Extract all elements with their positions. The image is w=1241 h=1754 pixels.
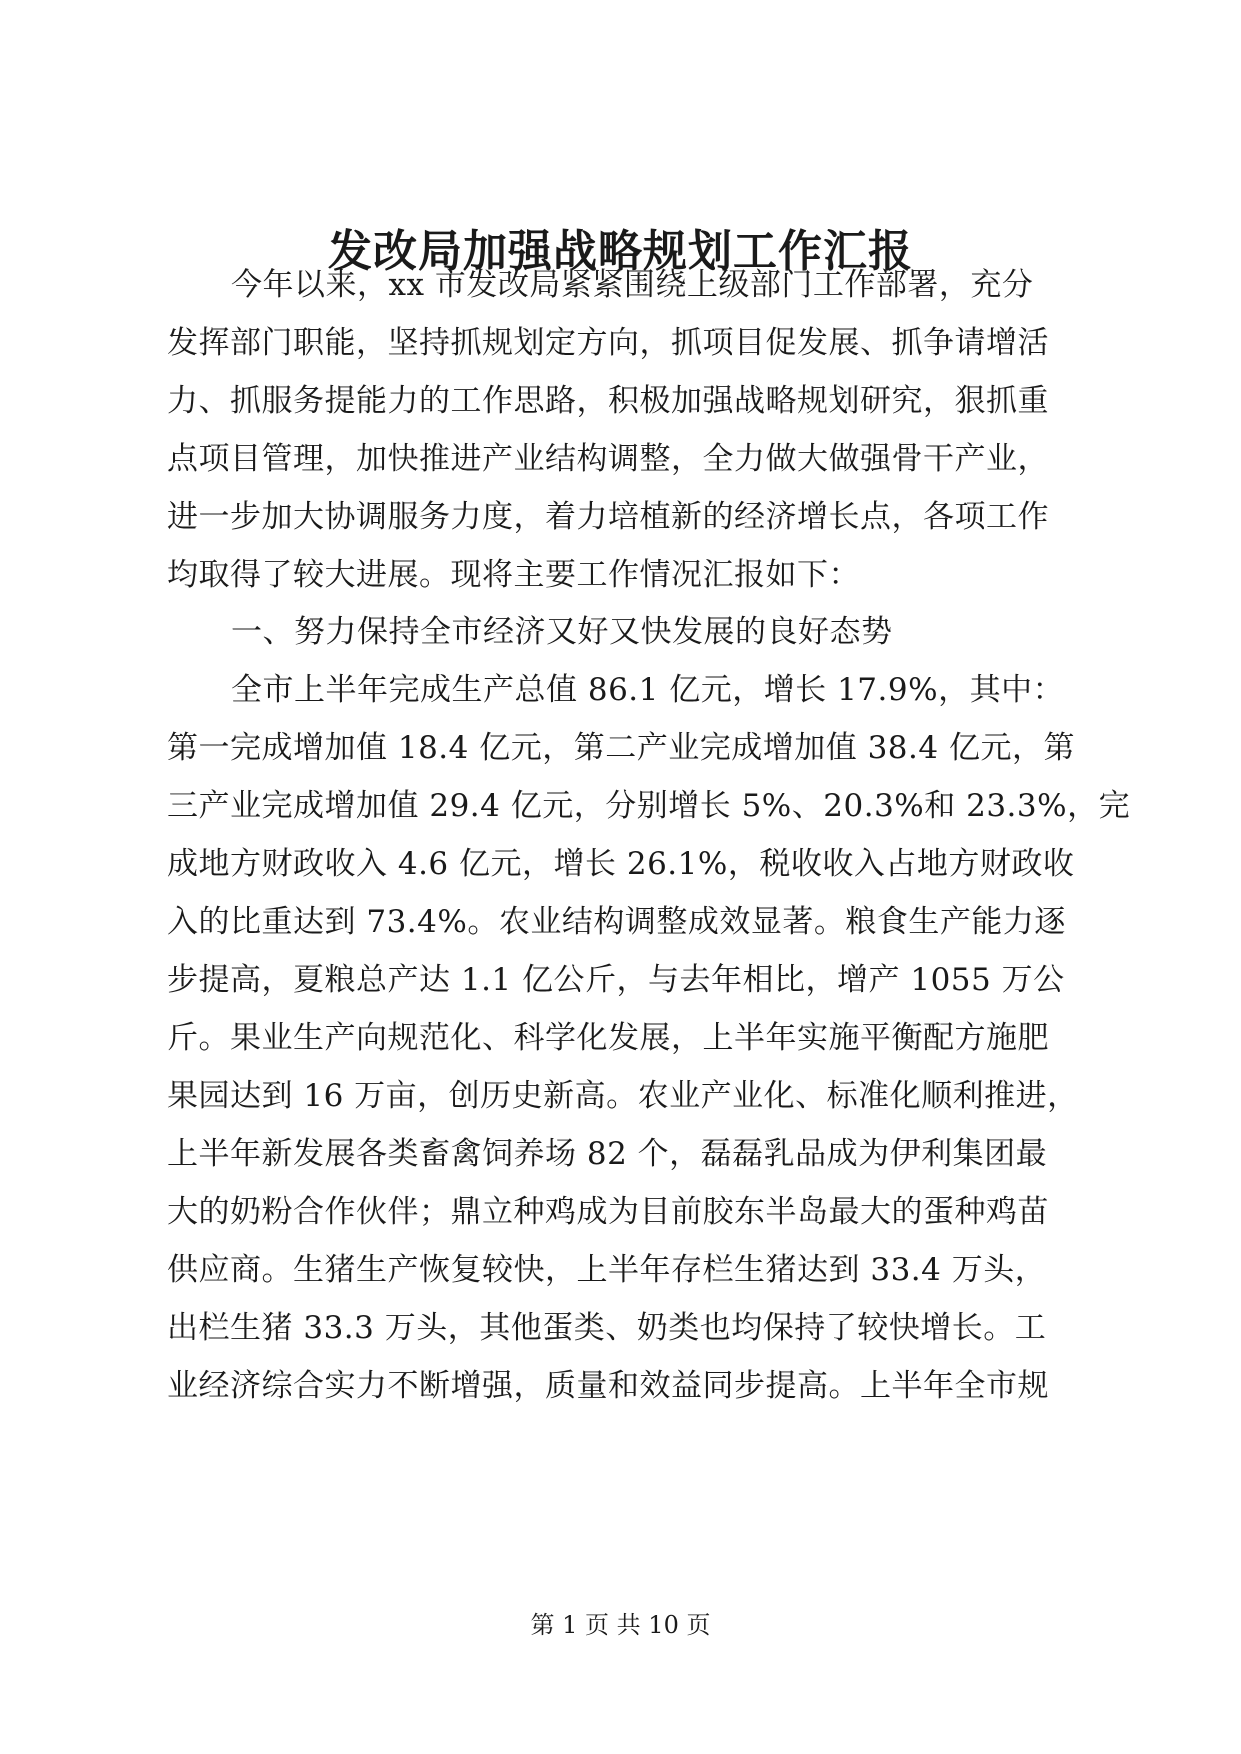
text-line: 点项目管理，加快推进产业结构调整，全力做大做强骨干产业， <box>167 441 1049 477</box>
text-line: 今年以来，xx 市发改局紧紧围绕上级部门工作部署，充分 <box>231 267 1034 303</box>
text-line: 出栏生猪 33.3 万头，其他蛋类、奶类也均保持了较快增长。工 <box>167 1310 1047 1346</box>
page-number: 第 1 页 共 10 页 <box>530 1611 711 1639</box>
text-line: 斤。果业生产向规范化、科学化发展，上半年实施平衡配方施肥 <box>167 1020 1049 1056</box>
text-line: 三产业完成增加值 29.4 亿元，分别增长 5%、20.3%和 23.3%，完 <box>167 788 1131 824</box>
text-line: 入的比重达到 73.4%。农业结构调整成效显著。粮食生产能力逐 <box>167 904 1066 940</box>
text-line: 第一完成增加值 18.4 亿元，第二产业完成增加值 38.4 亿元，第 <box>167 730 1075 766</box>
text-line: 供应商。生猪生产恢复较快，上半年存栏生猪达到 33.4 万头， <box>167 1252 1047 1288</box>
text-line: 全市上半年完成生产总值 86.1 亿元，增长 17.9%，其中： <box>231 672 1065 708</box>
section-heading: 一、努力保持全市经济又好又快发展的良好态势 <box>231 614 893 650</box>
text-line: 力、抓服务提能力的工作思路，积极加强战略规划研究，狠抓重 <box>167 383 1049 419</box>
document-title: 发改局加强战略规划工作汇报 <box>328 226 913 277</box>
text-line: 步提高，夏粮总产达 1.1 亿公斤，与去年相比，增产 1055 万公 <box>167 962 1065 998</box>
text-line: 上半年新发展各类畜禽饲养场 82 个，磊磊乳品成为伊利集团最 <box>167 1136 1048 1172</box>
text-line: 进一步加大协调服务力度，着力培植新的经济增长点，各项工作 <box>167 499 1049 535</box>
text-line: 大的奶粉合作伙伴；鼎立种鸡成为目前胶东半岛最大的蛋种鸡苗 <box>167 1194 1049 1230</box>
text-line: 发挥部门职能，坚持抓规划定方向，抓项目促发展、抓争请增活 <box>167 325 1049 361</box>
text-line: 成地方财政收入 4.6 亿元，增长 26.1%，税收收入占地方财政收 <box>167 846 1075 882</box>
text-line: 均取得了较大进展。现将主要工作情况汇报如下： <box>167 557 860 593</box>
text-line: 果园达到 16 万亩，创历史新高。农业产业化、标准化顺利推进， <box>167 1078 1079 1114</box>
text-line: 业经济综合实力不断增强，质量和效益同步提高。上半年全市规 <box>167 1368 1049 1404</box>
